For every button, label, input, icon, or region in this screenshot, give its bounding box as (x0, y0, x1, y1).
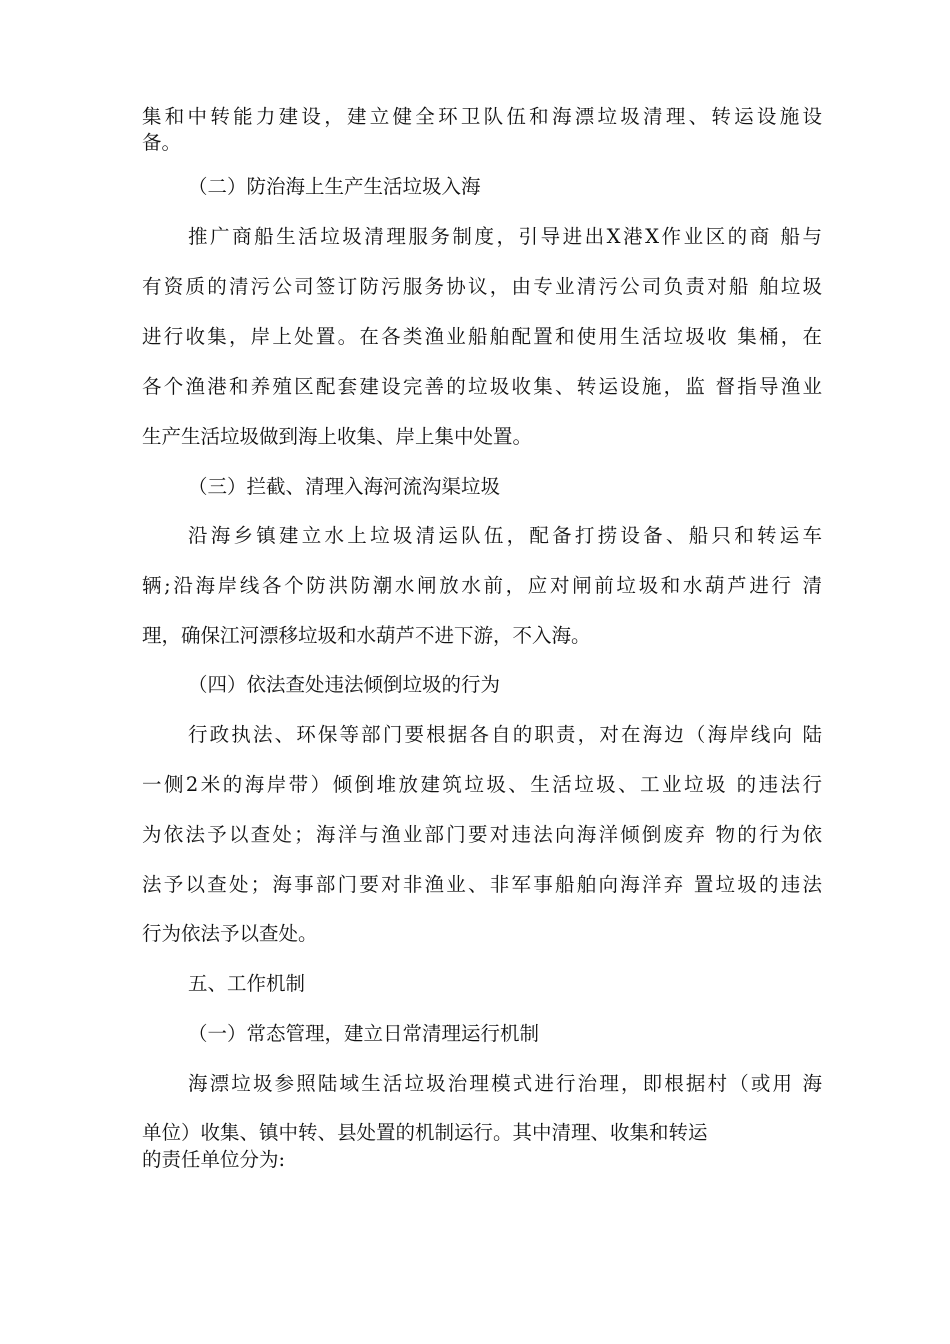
paragraph-line: 海漂垃圾参照陆域生活垃圾治理模式进行治理，即根据村（或用 海 (188, 1072, 822, 1095)
section-heading: （四）依法查处违法倾倒垃圾的行为 (188, 673, 501, 696)
paragraph-line: 为依法予以查处；海洋与渔业部门要对违法向海洋倾倒废弃 物的行为依 (142, 823, 822, 846)
paragraph-line: 进行收集，岸上处置。在各类渔业船舶配置和使用生活垃圾收 集桶，在 (142, 325, 822, 348)
paragraph-line: 推广商船生活垃圾清理服务制度，引导进出X港X作业区的商 船与 (188, 225, 822, 248)
section-heading: （二）防治海上生产生活垃圾入海 (188, 175, 481, 198)
paragraph-line: 单位）收集、镇中转、县处置的机制运行。其中清理、收集和转运 (142, 1121, 708, 1144)
paragraph-line: 行政执法、环保等部门要根据各自的职责，对在海边（海岸线向 陆 (188, 723, 822, 746)
section-heading: （三）拦截、清理入海河流沟渠垃圾 (188, 475, 501, 498)
paragraph-line: 沿海乡镇建立水上垃圾清运队伍，配备打捞设备、船只和转运车 (188, 524, 822, 547)
paragraph-line: 集和中转能力建设，建立健全环卫队伍和海漂垃圾清理、转运设施设 (142, 105, 822, 128)
paragraph-line: 行为依法予以查处。 (142, 922, 318, 945)
paragraph-line: 的责任单位分为: (142, 1148, 286, 1171)
chapter-heading: 五、工作机制 (188, 972, 306, 995)
paragraph-line: 各个渔港和养殖区配套建设完善的垃圾收集、转运设施，监 督指导渔业 (142, 375, 822, 398)
paragraph-line: 生产生活垃圾做到海上收集、岸上集中处置。 (142, 425, 533, 448)
paragraph-line: 有资质的清污公司签订防污服务协议，由专业清污公司负责对船 舶垃圾 (142, 275, 822, 298)
paragraph-line: 一侧2米的海岸带）倾倒堆放建筑垃圾、生活垃圾、工业垃圾 的违法行 (142, 773, 822, 796)
section-heading: （一）常态管理，建立日常清理运行机制 (188, 1022, 540, 1045)
paragraph-line: 备。 (142, 131, 182, 154)
paragraph-line: 法予以查处；海事部门要对非渔业、非军事船舶向海洋弃 置垃圾的违法 (142, 873, 822, 896)
paragraph-line: 辆;沿海岸线各个防洪防潮水闸放水前，应对闸前垃圾和水葫芦进行 清 (142, 574, 822, 597)
paragraph-line: 理，确保江河漂移垃圾和水葫芦不进下游，不入海。 (142, 624, 591, 647)
